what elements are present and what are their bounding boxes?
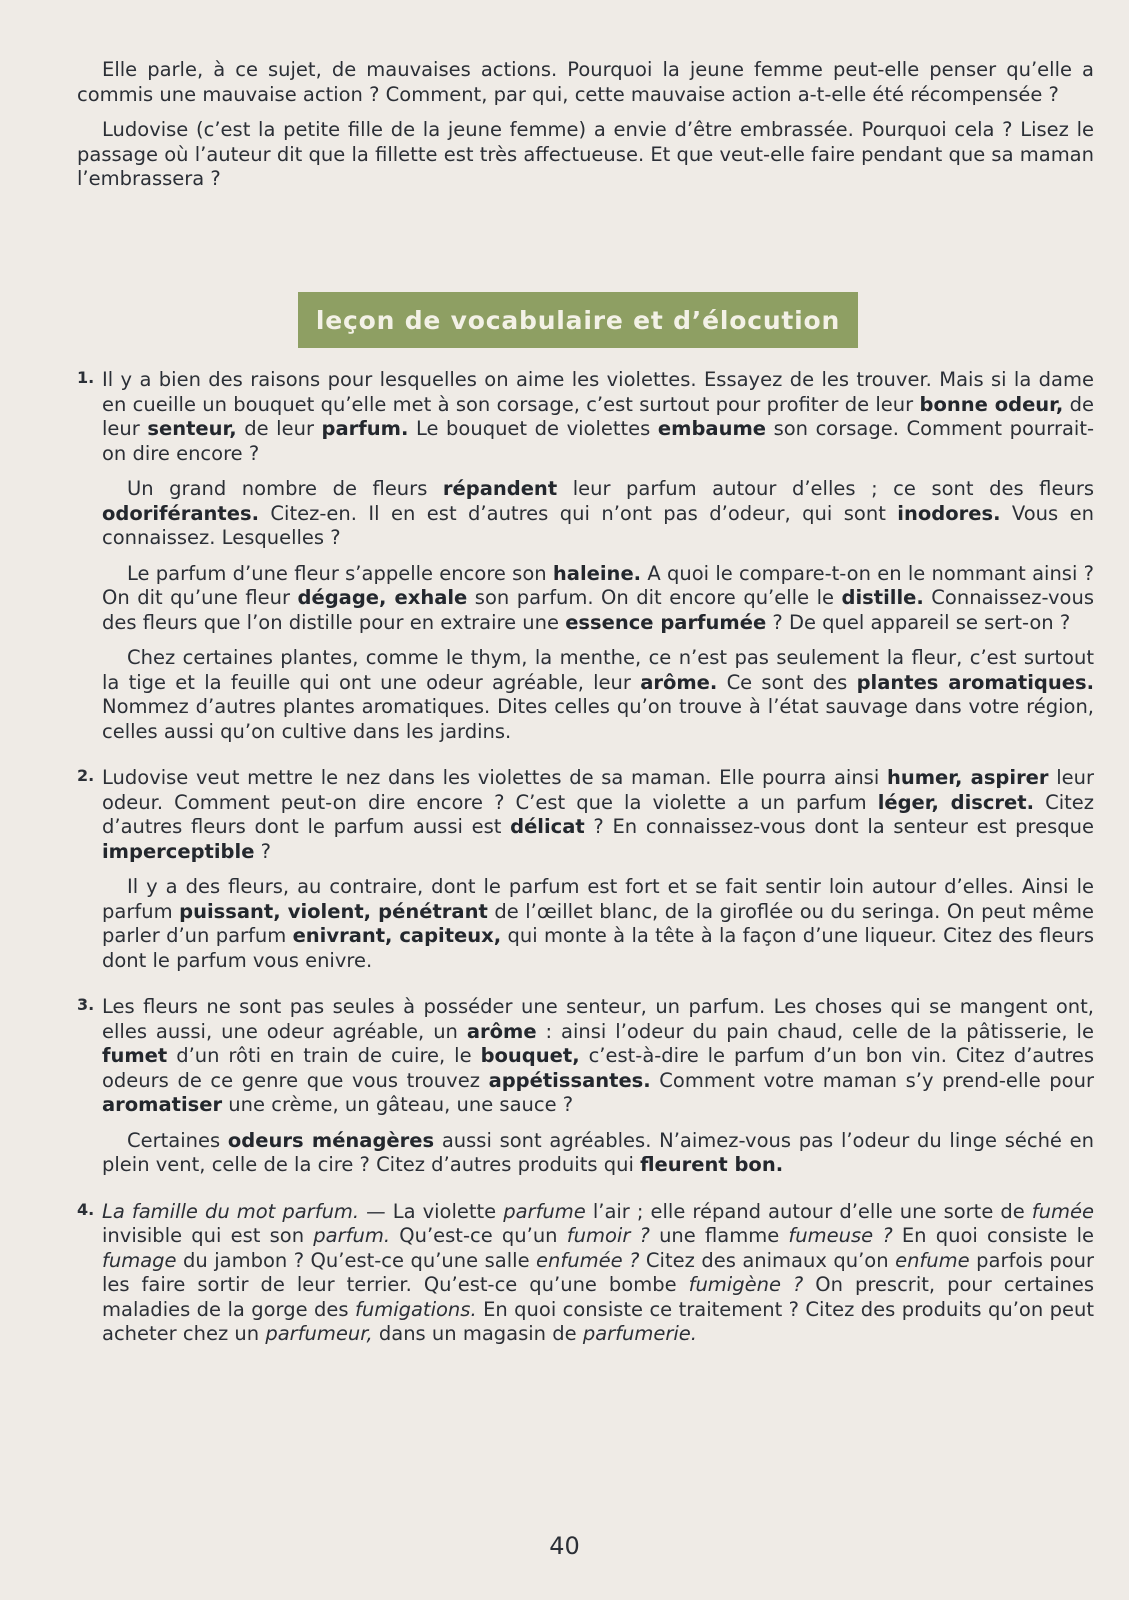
exercise-number: 3. (77, 995, 95, 1014)
exercise-number: 1. (77, 368, 95, 387)
intro-section (77, 58, 1094, 192)
exercise-number: 4. (77, 1199, 95, 1219)
exercise-1-paragraph-3: Le parfum d’une fleur s’appelle encore son haleine. A quoi le compare-t-on en le nommant ainsi ? On dit qu’une fleur dégage, exhale son parfum. On dit encore qu’elle le distille. Connaissez-vous des fleurs que l’on distille pour en extraire une essence parfumée ? De quel appareil se sert-on ? (102, 561, 1095, 634)
page-number: 40 (549, 1532, 580, 1560)
exercise-1 (77, 368, 1094, 466)
exercise-2 (77, 766, 1094, 864)
exercise-1-paragraph-1: Il y a bien des raisons pour lesquelles on aime les violettes. Essayez de les trouver. Mais si la dame en cueille un bouquet qu’elle met à son corsage, c’est surtout pour profiter de leur bonne odeur, de leur senteur, de leur parfum. Le bouquet de violettes embaume son corsage. Comment pourrait-on dire encore ? (102, 368, 1095, 465)
exercise-1-paragraph-2: Un grand nombre de fleurs répandent leur parfum autour d’elles ; ce sont des fleurs odoriférantes. Citez-en. Il en est d’autres qui n’ont pas d’odeur, qui sont inodores. Vous en connaissez. Lesquelles ? (102, 477, 1095, 549)
lesson-banner (298, 292, 858, 348)
exercise-3-paragraph-1: Les fleurs ne sont pas seules à posséder une senteur, un parfum. Les choses qui se mangent ont, elles aussi, une odeur agréable, un arôme : ainsi l’odeur du pain chaud, celle de la pâtisserie, le fumet d’un rôti en train de cuire, le bouquet, c’est-à-dire le parfum d’un bon vin. Citez d’autres odeurs de ce genre que vous trouvez appétissantes. Comment votre maman s’y prend-elle pour aromatiser une crème, un gâteau, une sauce ? (102, 995, 1095, 1116)
exercise-4-paragraph-1: La famille du mot parfum. — La violette parfume l’air ; elle répand autour d’elle une sorte de fumée invisible qui est son parfum. Qu’est-ce qu’un fumoir ? une flamme fumeuse ? En quoi consiste le fumage du jambon ? Qu’est-ce qu’une salle enfumée ? Citez des animaux qu’on enfume parfois pour les faire sortir de leur terrier. Qu’est-ce qu’une bombe fumigène ? On prescrit, pour certaines maladies de la gorge des fumigations. En quoi consiste ce traitement ? Citez des produits qu’on peut acheter chez un parfumeur, dans un magasin de parfumerie. (102, 1199, 1095, 1345)
exercise-number: 2. (77, 766, 95, 785)
exercise-2-paragraph-2: Il y a des fleurs, au contraire, dont le parfum est fort et se fait sentir loin autour d’elles. Ainsi le parfum puissant, violent, pénétrant de l’œillet blanc, de la giroflée ou du seringa. On peut même parler d’un parfum enivrant, capiteux, qui monte à la tête à la façon d’une liqueur. Citez des fleurs dont le parfum vous enivre. (102, 875, 1094, 972)
intro-paragraph-1: Elle parle, à ce sujet, de mauvaises actions. Pourquoi la jeune femme peut-elle penser qu’elle a commis une mauvaise action ? Comment, par qui, cette mauvaise action a-t-elle été récompensée ? (77, 58, 1094, 106)
exercise-1-paragraph-4: Chez certaines plantes, comme le thym, la menthe, ce n’est pas seulement la fleur, c’est surtout la tige et la feuille qui ont une odeur agréable, leur arôme. Ce sont des plantes aromatiques. Nommez d’autres plantes aromatiques. Dites celles qu’on trouve à l’état sauvage dans votre région, celles aussi qu’on cultive dans les jardins. (102, 646, 1094, 743)
exercise-3 (77, 995, 1094, 1118)
lesson-banner-title: leçon de vocabulaire et d’élocution (315, 305, 841, 335)
exercise-3-paragraph-2: Certaines odeurs ménagères aussi sont agréables. N’aimez-vous pas l’odeur du linge séché en plein vent, celle de la cire ? Citez d’autres produits qui fleurent bon. (102, 1128, 1095, 1176)
exercise-2-paragraph-1: Ludovise veut mettre le nez dans les violettes de sa maman. Elle pourra ainsi humer, aspirer leur odeur. Comment peut-on dire encore ? C’est que la violette a un parfum léger, discret. Citez d’autres fleurs dont le parfum aussi est délicat ? En connaissez-vous dont la senteur est presque imperceptible ? (102, 766, 1094, 863)
exercises (77, 368, 1094, 1347)
intro-paragraph-2: Ludovise (c’est la petite fille de la jeune femme) a envie d’être embrassée. Pourquoi cela ? Lisez le passage où l’auteur dit que la fillette est très affectueuse. Et que veut-elle faire pendant que sa maman l’embrassera ? (77, 118, 1094, 190)
exercise-4 (77, 1200, 1094, 1347)
